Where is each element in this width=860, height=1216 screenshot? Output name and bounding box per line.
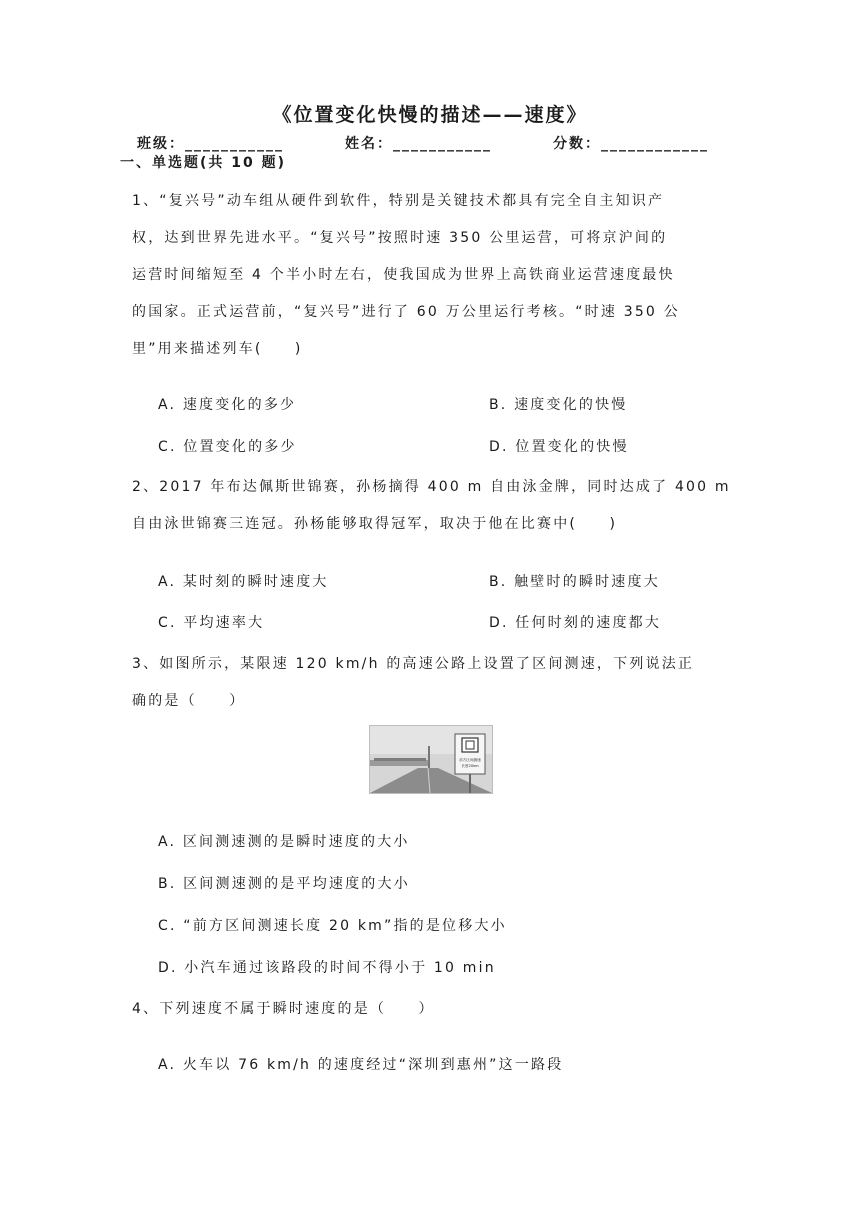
question-1-line-1: 1、“复兴号”动车组从硬件到软件，特别是关键技术都具有完全自主知识产 bbox=[132, 193, 665, 209]
question-2-option-d[interactable]: D. 任何时刻的速度都大 bbox=[489, 615, 662, 631]
question-1-line-2: 权，达到世界先进水平。“复兴号”按照时速 350 公里运营，可将京沪间的 bbox=[132, 230, 668, 246]
sign-line-1: 前方区间测速 bbox=[459, 758, 481, 762]
question-3-option-a[interactable]: A. 区间测速测的是瞬时速度的大小 bbox=[158, 834, 410, 850]
question-4-option-a[interactable]: A. 火车以 76 km/h 的速度经过“深圳到惠州”这一路段 bbox=[158, 1057, 564, 1073]
question-1-line-4: 的国家。正式运营前，“复兴号”进行了 60 万公里运行考核。“时速 350 公 bbox=[132, 304, 680, 320]
name-field-label: 姓名：___________ bbox=[345, 136, 492, 152]
class-field-label: 班级：___________ bbox=[137, 136, 284, 152]
question-2-option-a[interactable]: A. 某时刻的瞬时速度大 bbox=[158, 574, 329, 590]
question-3-option-d[interactable]: D. 小汽车通过该路段的时间不得小于 10 min bbox=[158, 960, 496, 976]
question-1-line-5: 里”用来描述列车( ) bbox=[132, 341, 303, 357]
question-3-line-2: 确的是（ ） bbox=[132, 693, 246, 709]
question-1-option-c[interactable]: C. 位置变化的多少 bbox=[158, 439, 297, 455]
question-3-option-b[interactable]: B. 区间测速测的是平均速度的大小 bbox=[158, 876, 410, 892]
question-2-line-2: 自由泳世锦赛三连冠。孙杨能够取得冠军，取决于他在比赛中( ) bbox=[132, 516, 618, 532]
question-1-option-b[interactable]: B. 速度变化的快慢 bbox=[489, 397, 628, 413]
sign-line-2: 长度20km bbox=[461, 764, 479, 768]
question-3-option-c[interactable]: C. “前方区间测速长度 20 km”指的是位移大小 bbox=[158, 918, 507, 934]
question-3-line-1: 3、如图所示，某限速 120 km/h 的高速公路上设置了区间测速，下列说法正 bbox=[132, 656, 695, 672]
question-4-line-1: 4、下列速度不属于瞬时速度的是（ ） bbox=[132, 1001, 435, 1017]
highway-speed-camera-photo bbox=[369, 725, 493, 794]
question-1-option-d[interactable]: D. 位置变化的快慢 bbox=[489, 439, 629, 455]
question-2-line-1: 2、2017 年布达佩斯世锦赛，孙杨摘得 400 m 自由泳金牌，同时达成了 400 m bbox=[132, 479, 731, 495]
question-1-option-a[interactable]: A. 速度变化的多少 bbox=[158, 397, 297, 413]
page-title: 《位置变化快慢的描述——速度》 bbox=[272, 104, 588, 126]
question-2-option-b[interactable]: B. 触壁时的瞬时速度大 bbox=[489, 574, 660, 590]
question-1-line-3: 运营时间缩短至 4 个半小时左右，使我国成为世界上高铁商业运营速度最快 bbox=[132, 267, 675, 283]
highway-photo-illustration bbox=[370, 726, 492, 793]
question-2-option-c[interactable]: C. 平均速率大 bbox=[158, 615, 265, 631]
section-title: 一、单选题(共 10 题) bbox=[120, 155, 287, 171]
score-field-label: 分数：____________ bbox=[553, 136, 709, 152]
